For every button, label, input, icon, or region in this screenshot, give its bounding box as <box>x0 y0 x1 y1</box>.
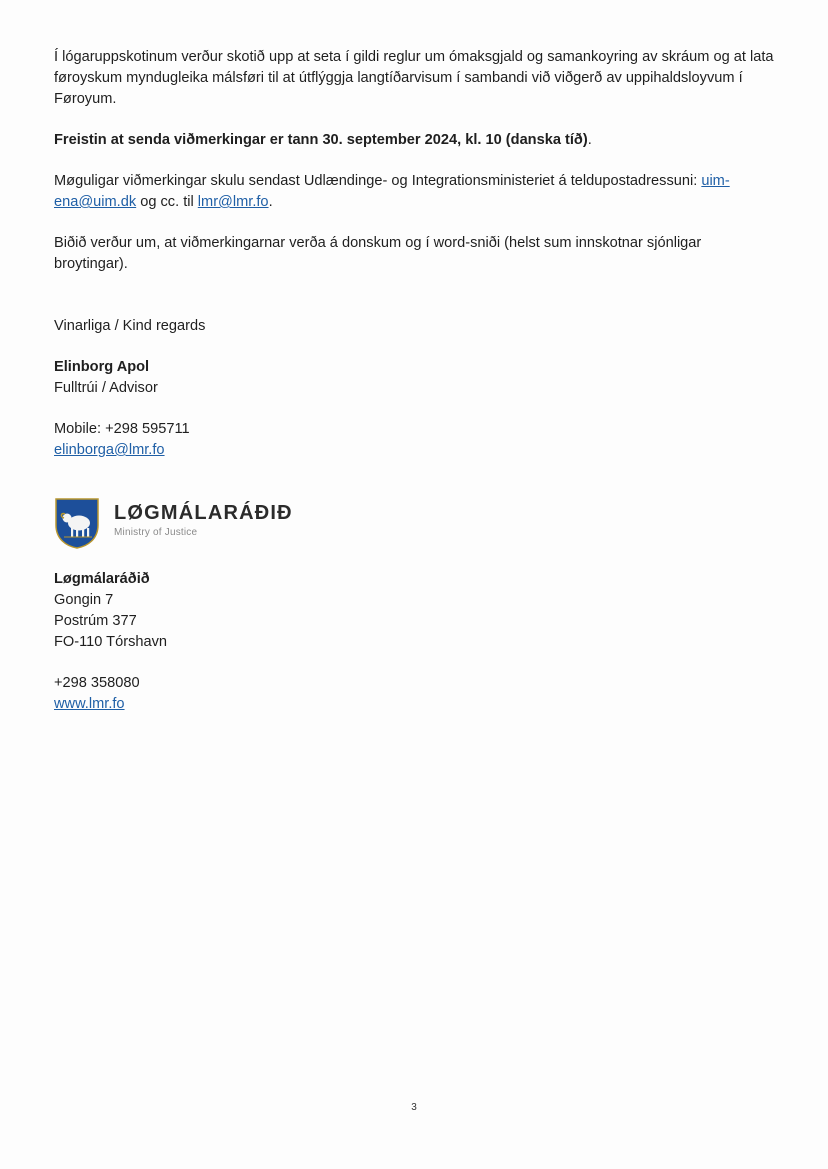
format-request-paragraph: Biðið verður um, at viðmerkingarnar verða á donskum og í word-sniði (helst sum innskotnar sjónligar broytingar). <box>54 235 702 272</box>
submission-paragraph <box>54 171 779 213</box>
signer-email-link[interactable]: elinborga@lmr.fo <box>54 442 165 458</box>
deadline-paragraph <box>54 130 779 151</box>
mobile-number: Mobile: +298 595711 <box>54 421 190 437</box>
ministry-logo <box>54 497 314 549</box>
deadline-period: . <box>587 132 592 148</box>
address-block <box>54 569 167 715</box>
address-street: Gongin 7 <box>54 592 114 608</box>
lmr-email-link[interactable]: lmr@lmr.fo <box>197 194 269 210</box>
submission-period: . <box>268 194 273 210</box>
submission-text: Møguligar viðmerkingar skulu sendast Udlændinge- og Integrationsministeriet á teldupostadressuni: <box>54 173 702 189</box>
submission-cc-text: og cc. til <box>136 194 198 210</box>
letter-body <box>54 47 779 461</box>
signer-name: Elinborg Apol <box>54 359 150 375</box>
address-pobox: Postrúm 377 <box>54 613 137 629</box>
logo-subtitle: Ministry of Justice <box>114 527 198 538</box>
intro-paragraph: Í lógaruppskotinum verður skotið upp at seta í gildi reglur um ómaksgjald og samankoyring av skráum og at lata føroyskum myndugleika málsføri til at útflýggja langtíðarvisum í sambandi við viðgerð av uppihaldsloyvum í Føroyum. <box>54 49 774 107</box>
deadline-text: Freistin at senda viðmerkingar er tann 30. september 2024, kl. 10 (danska tíð) <box>54 132 588 148</box>
logo-title: LØGMÁLARÁÐIÐ <box>114 502 293 524</box>
uim-email-link[interactable]: uim-ena@uim.dk <box>54 173 730 210</box>
page-number: 3 <box>411 1102 417 1113</box>
address-org: Løgmálaráðið <box>54 571 150 587</box>
website-link[interactable]: www.lmr.fo <box>54 696 125 712</box>
address-city: FO-110 Tórshavn <box>54 634 168 650</box>
faroese-ram-crest-icon <box>54 497 100 549</box>
signer-title: Fulltrúi / Advisor <box>54 380 158 396</box>
regards-line: Vinarliga / Kind regards <box>54 318 206 334</box>
address-phone: +298 358080 <box>54 675 140 691</box>
